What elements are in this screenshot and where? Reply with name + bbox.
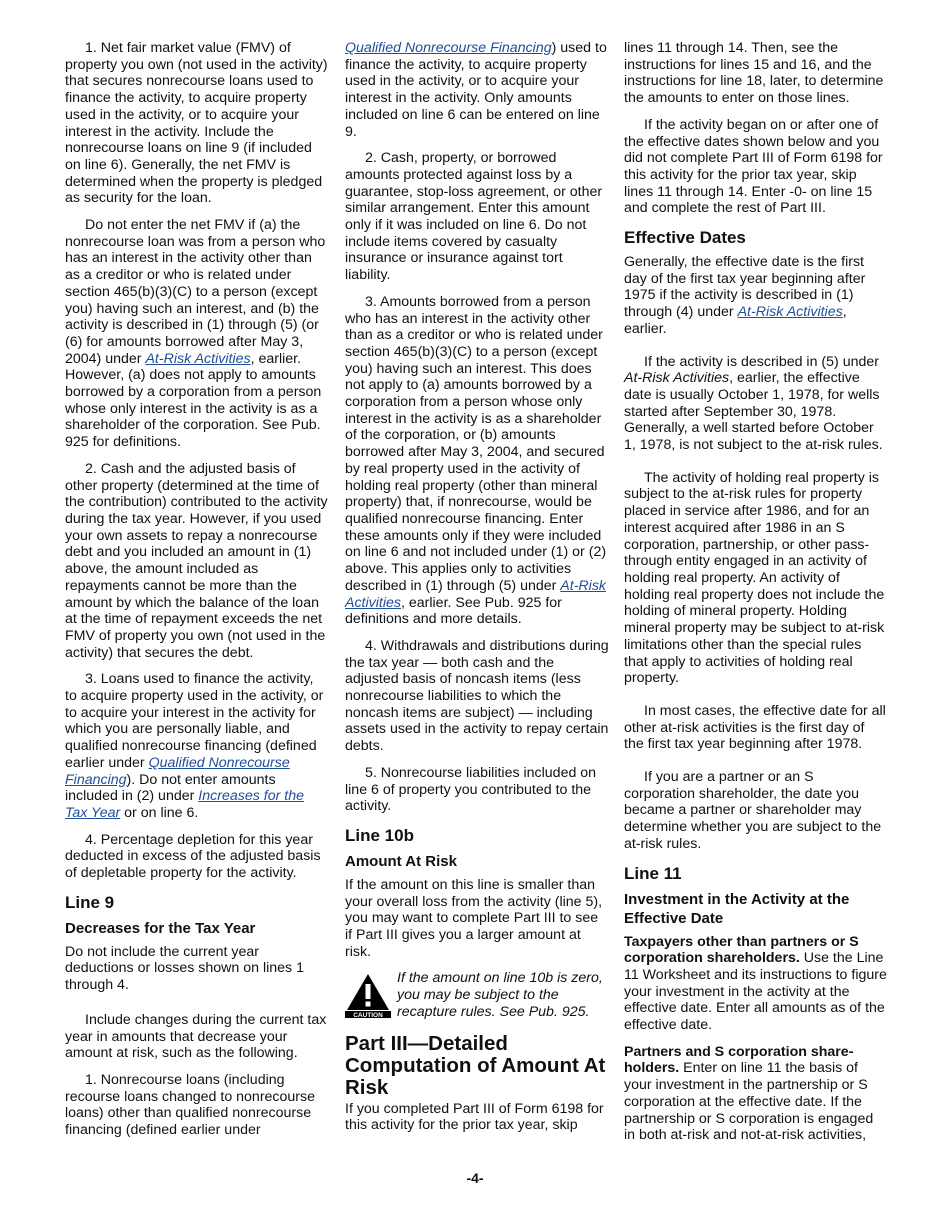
paragraph: Include changes during the current tax year in amounts that decrease your amount at risk, such as the following. (65, 1011, 327, 1062)
subheading-amount-at-risk: Amount At Risk (345, 852, 457, 870)
link-at-risk-activities[interactable]: At-Risk Activities (345, 577, 607, 611)
paragraph: 1. Net fair market value (FMV) of property you own (not used in the activity) that secures nonrecourse loans used to finance the activity, to acquire property used in the activity, or to acquire your interest in the activity. Include the nonrecourse loans on line 9 (if included on line 6). Generally, the net FMV is determined when the property is pledged as security for the loan. (65, 40, 328, 207)
paragraph: If you are a partner or an S corporation shareholder, the date you became a partner or shareholder may determine whether you are subject to the at-risk rules. (624, 769, 882, 852)
link-at-risk-activities[interactable]: At-Risk Activities (737, 304, 843, 321)
caution-label: CAUTION (353, 1012, 383, 1019)
paragraph: 2. Cash and the adjusted basis of other property (determined at the time of the contribution) contributed to the activity during the tax year. However, if you used your own assets to repay a nonrecourse debt and you included an amount in (1) above, the amount included as repayments cannot be more than the amount by which the balance of the loan at the time of repayment exceeds the net FMV of property you own (not used in the activity) that secures the debt. (65, 460, 328, 661)
paragraph: If the activity is described in (5) under At-Risk Activities, earlier, the effective date is usually October 1, 1978, for wells started after September 30, 1978. Generally, a well started before October 1, 1978, is not subject to the at-risk rules. (624, 353, 883, 454)
link-qualified-nonrecourse-financing[interactable]: Qualified Nonrecourse Financing (345, 40, 552, 56)
paragraph: Generally, the effective date is the first day of the first tax year beginning after 1975 if the activity is described in (1) through (4) under At-Risk Activities, earlier. (624, 254, 866, 337)
paragraph: 4. Withdrawals and distributions during the tax year — both cash and the adjusted basis of noncash items (less nonrecourse liabilities to which the noncash items are subject) — including assets used in the activity to repay certain debts. (345, 637, 609, 755)
heading-line-10b: Line 10b (345, 825, 414, 845)
paragraph: 4. Percentage depletion for this year deducted in excess of the adjusted basis of depletable property for the activity. (65, 831, 321, 882)
link-at-risk-activities[interactable]: At-Risk Activities (145, 350, 251, 367)
paragraph: In most cases, the effective date for all other at-risk activities is the first day of the first tax year beginning after 1978. (624, 702, 886, 753)
column-2 (345, 40, 609, 1144)
paragraph: If the amount on this line is smaller than your overall loss from the activity (line 5), you may want to complete Part III to see if Part III gives you a larger amount at risk. (345, 876, 603, 960)
paragraph: 5. Nonrecourse liabilities included on line 6 of property you contributed to the activity. (345, 764, 597, 815)
column-3 (624, 40, 888, 1154)
column-1 (65, 40, 329, 1149)
paragraph: Partners and S corporation share-holders. Enter on line 11 the basis of your investment in the partnership or S corporation at the effective date. If the partnership or S corporation is engaged in both at-risk and not-at-risk activities, (624, 1043, 874, 1144)
paragraph: lines 11 through 14. Then, see the instructions for lines 15 and 16, and the instructions for line 18, later, to determine the amounts to enter on those lines. (624, 40, 884, 107)
page-number: -4- (466, 1170, 484, 1186)
paragraph: Do not enter the net FMV if (a) the nonrecourse loan was from a person who has an interest in the activity other than as a creditor or who is related under section 465(b)(3)(C) to a person (except you) having such an interest, and (b) the activity is described in (1) through (5) (or (6) for amounts borrowed after May 3, 2004) under At-Risk Activities, earlier. However, (a) does not apply to amounts borrowed by a corporation from a person whose only interest in the activity is as a shareholder of the corporation. See Pub. 925 for definitions. (65, 217, 326, 451)
heading-effective-dates: Effective Dates (624, 228, 746, 248)
heading-part-3: Part III—Detailed Computation of Amount At Risk (345, 1031, 606, 1099)
paragraph: Taxpayers other than partners or S corporation shareholders. Use the Line 11 Worksheet and its instructions to figure your investment in the activity at the effective date. Enter all amounts as of the effective date. (624, 933, 887, 1034)
paragraph: Qualified Nonrecourse Financing) used to finance the activity, to acquire property used in the activity, or to acquire your interest in the activity. Only amounts included on line 6 can be entered on line 9. (345, 40, 607, 140)
subheading-decreases: Decreases for the Tax Year (65, 919, 256, 937)
paragraph: Do not include the current year deductions or losses shown on lines 1 through 4. (65, 943, 304, 994)
subheading-investment: Investment in the Activity at the Effective Date (624, 890, 850, 927)
heading-line-11: Line 11 (624, 863, 682, 883)
paragraph: The activity of holding real property is subject to the at-risk rules for property placed in service after 1986, and for an interest acquired after 1986 in an S corporation, partnership, or other pass-through entity engaged in an activity of holding real property. An activity of holding real property does not include the holding of mineral property. Holding mineral property may be subject to at-risk limitations other than the special rules that apply to activities of holding real property. (624, 469, 885, 687)
paragraph: If you completed Part III of Form 6198 for this activity for the prior tax year, skip (345, 1100, 604, 1134)
paragraph: 1. Nonrecourse loans (including recourse loans changed to nonrecourse loans) other than qualified nonrecourse financing (defined earlier under (65, 1071, 316, 1139)
link-increases-for-tax-year[interactable]: Increases for the Tax Year (65, 788, 304, 821)
paragraph: 3. Loans used to finance the activity, to acquire property used in the activity, or to acquire your interest in the activity for which you are personally liable, and qualified nonrecourse financing (defined earlier under Qualified Nonrecourse Financing). Do not enter amounts included in (2) under Increases for the Tax Year or on line 6. (65, 671, 324, 821)
caution-text: If the amount on line 10b is zero, you may be subject to the recapture rules. See Pub. 925. (397, 970, 603, 1020)
link-qualified-nonrecourse-financing[interactable]: Qualified Nonrecourse Financing (65, 754, 290, 788)
paragraph: If the activity began on or after one of the effective dates shown below and you did not complete Part III of Form 6198 for this activity for the prior tax year, skip lines 11 through 14. Enter -0- on line 15 and complete the rest of Part III. (624, 116, 883, 217)
paragraph: 3. Amounts borrowed from a person who has an interest in the activity other than as a creditor or who is related under section 465(b)(3)(C) to a person (except you) having such an interest. This does not apply to (a) amounts borrowed by a corporation from a person whose only interest in the activity is as a shareholder of the corporation, or (b) amounts borrowed after May 3, 2004, and secured by real property used in the activity of holding real property (other than mineral property) that, if nonrecourse, would be qualified nonrecourse financing. Enter these amounts only if they were included on line 6 and not included under (1) or (2) above. This applies only to activities described in (1) through (5) under At-Risk Activities, earlier. See Pub. 925 for definitions and more details. (345, 293, 607, 628)
caution-note (345, 970, 609, 1020)
heading-line-9: Line 9 (65, 892, 115, 912)
paragraph: 2. Cash, property, or borrowed amounts protected against loss by a guarantee, stop-loss agreement, or other similar arrangement. Enter this amount only if it was included on line 6. Do not include items covered by casualty insurance or insurance against tort liability. (345, 150, 603, 284)
caution-icon (345, 972, 391, 1018)
